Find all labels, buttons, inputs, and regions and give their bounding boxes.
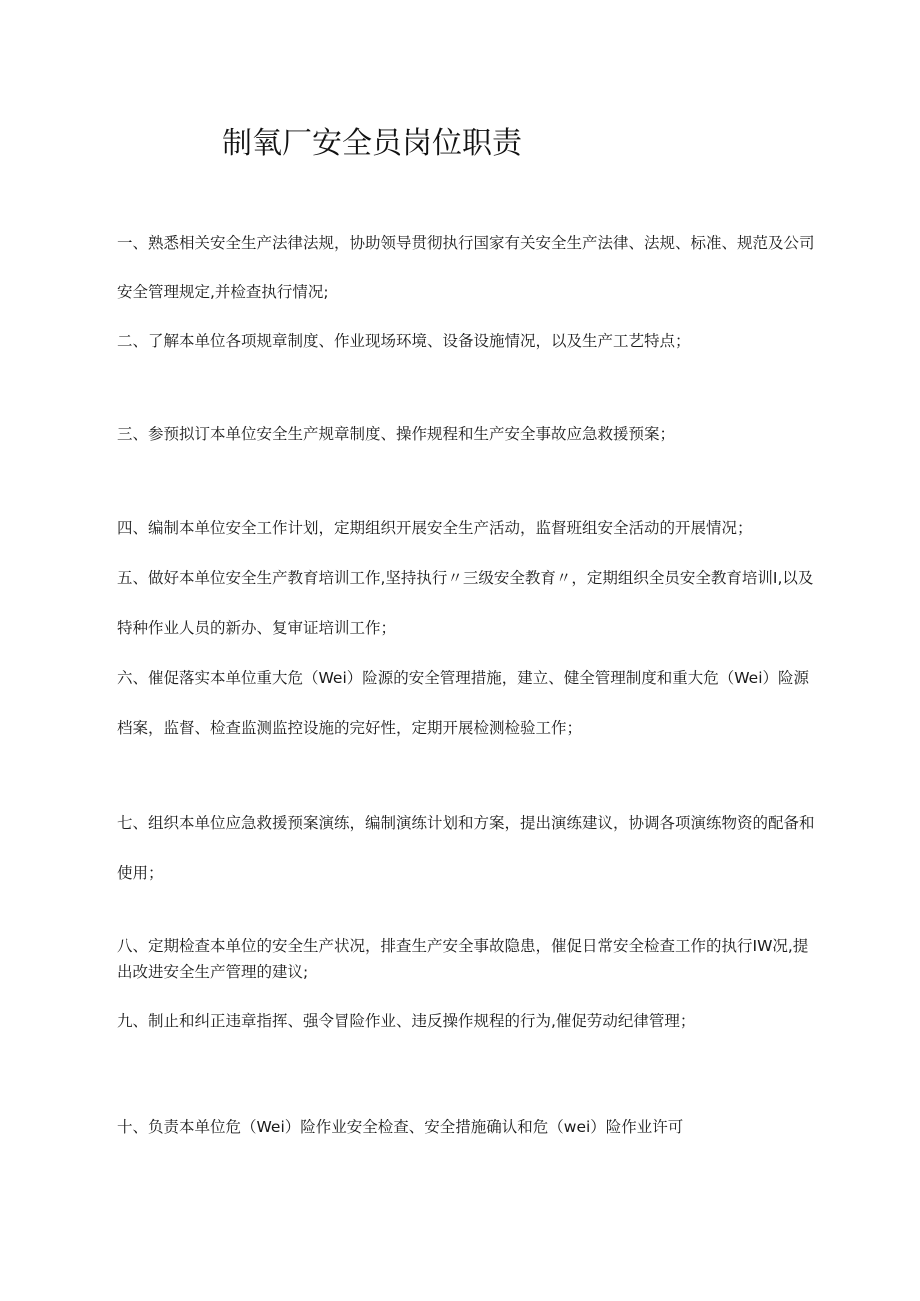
paragraph-line: 三、参预拟订本单位安全生产规章制度、操作规程和生产安全事故应急救援预案； (117, 425, 676, 443)
paragraph-line: 一、熟悉相关安全生产法律法规，协助领导贯彻执行国家有关安全生产法律、法规、标准、规范及公司 (117, 234, 815, 252)
paragraph-line: 五、做好本单位安全生产教育培训工作,坚持执行〃三级安全教育〃，定期组织全员安全教育培训Ⅰ,以及 (117, 569, 814, 587)
paragraph-line: 档案，监督、检查监测监控设施的完好性，定期开展检测检验工作； (117, 719, 583, 737)
paragraph-line: 特种作业人员的新办、复审证培训工作； (117, 619, 397, 637)
paragraph-line: 七、组织本单位应急救援预案演练，编制演练计划和方案，提出演练建议，协调各项演练物资的配备和 (117, 814, 815, 832)
paragraph-line: 出改进安全生产管理的建议; (117, 963, 309, 981)
paragraph-line: 十、负责本单位危（Wei）险作业安全检查、安全措施确认和危（wei）险作业许可 (117, 1118, 684, 1136)
paragraph-line: 六、催促落实本单位重大危（Wei）险源的安全管理措施，建立、健全管理制度和重大危（Wei）险源 (117, 669, 810, 687)
paragraph-line: 使用； (117, 864, 164, 882)
paragraph-line: 九、制止和纠正违章指挥、强令冒险作业、违反操作规程的行为,催促劳动纪律管理； (117, 1012, 696, 1030)
paragraph-line: 四、编制本单位安全工作计划，定期组织开展安全生产活动，监督班组安全活动的开展情况； (117, 519, 753, 537)
paragraph-line: 二、了解本单位各项规章制度、作业现场环境、设备设施情况，以及生产工艺特点； (117, 332, 691, 350)
document-title: 制氧厂安全员岗位职责 (222, 126, 522, 161)
paragraph-line: 八、定期检查本单位的安全生产状况，排查生产安全事故隐患，催促日常安全检查工作的执行IW况,提 (117, 937, 809, 955)
paragraph-line: 安全管理规定,并检查执行情况; (117, 283, 329, 301)
